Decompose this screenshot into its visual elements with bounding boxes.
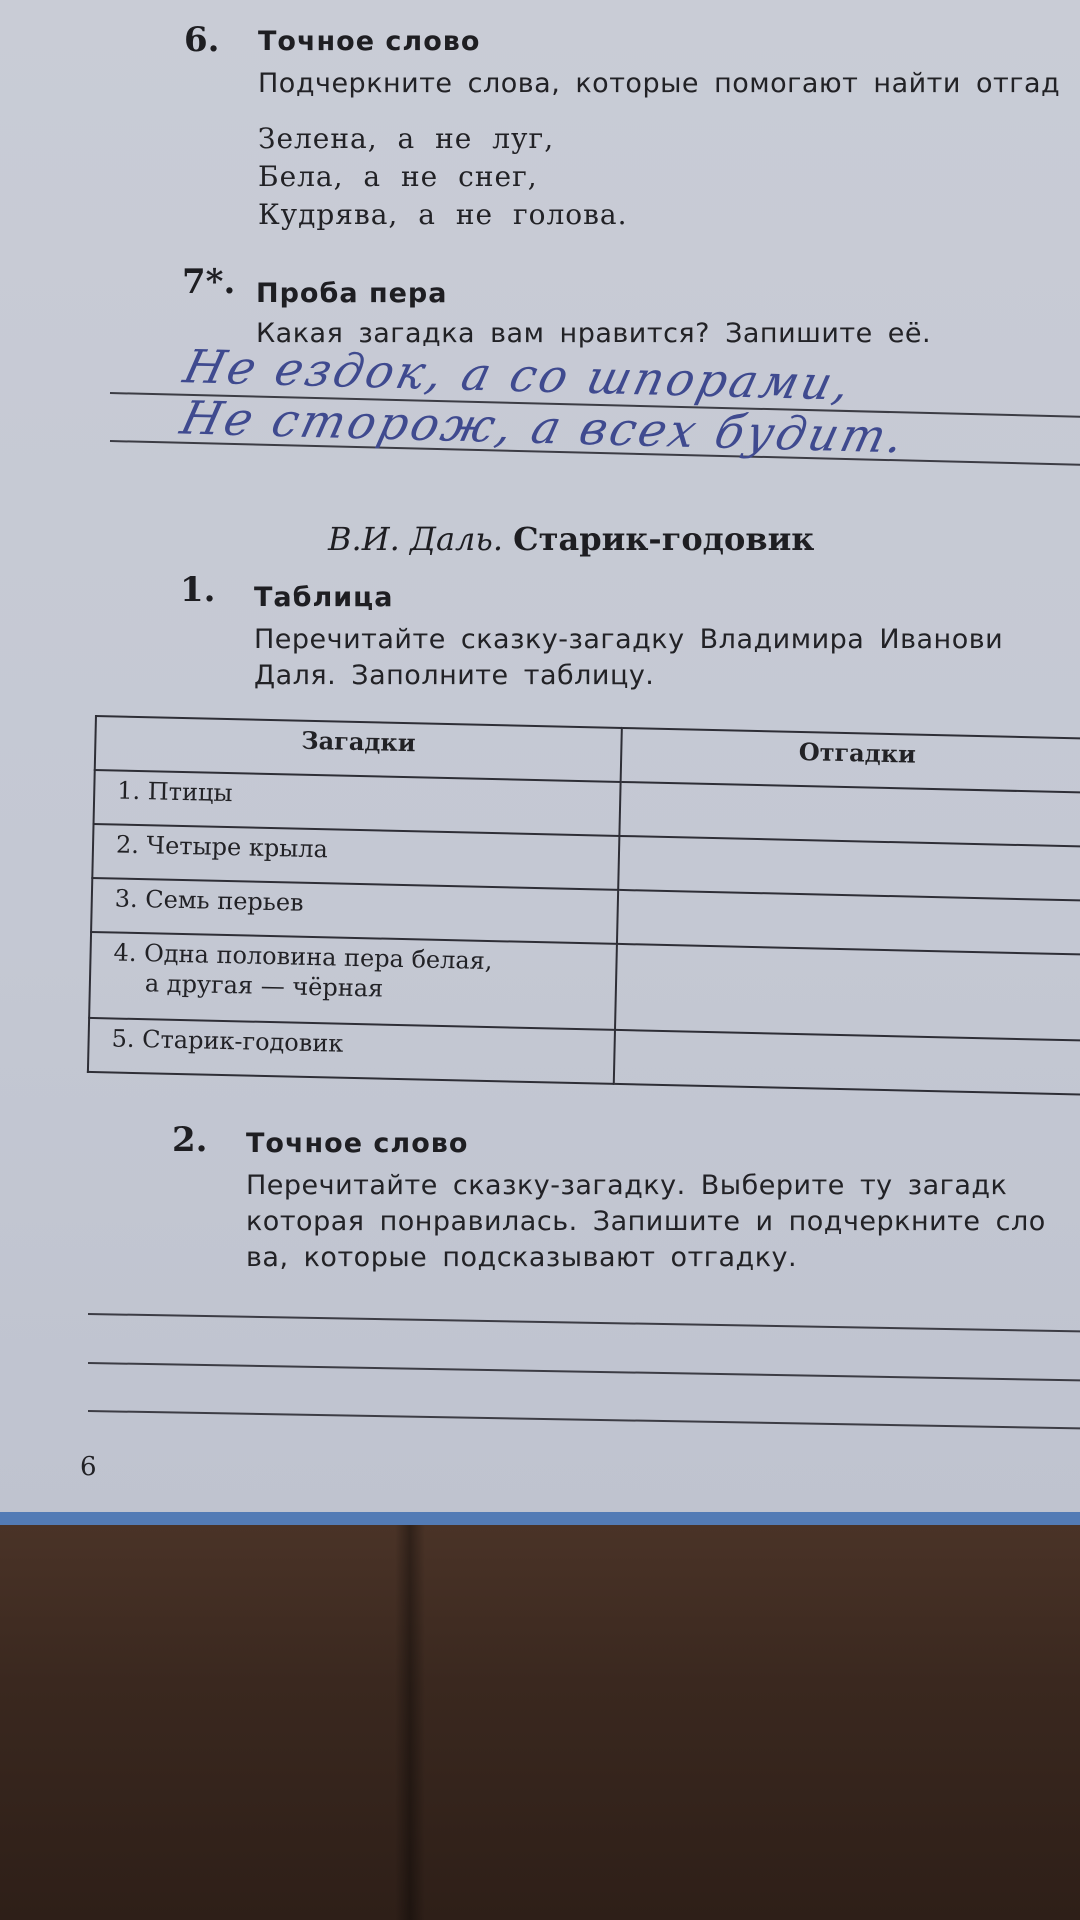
task1-instruction-line-2: Даля. Заполните таблицу. [254,660,655,691]
page-edge [0,1512,1080,1526]
poem-line-1: Зелена, а не луг, [258,122,555,155]
task6-instruction: Подчеркните слова, которые помогают найти отгад [258,68,1061,99]
poem-line-2: Бела, а не снег, [258,160,538,193]
task1-instruction-line-1: Перечитайте сказку-загадку Владимира Иванови [254,624,1004,655]
background-surface [0,1525,1080,1920]
riddles-table [87,715,1080,1096]
riddle-cell: 3. Семь перьев [91,878,618,944]
task7-instruction: Какая загадка вам нравится? Запишите её. [256,318,932,349]
riddle-cell: 2. Четыре крыла [92,824,619,890]
page-number: 6 [80,1452,97,1482]
task7-number: 7*. [182,262,236,302]
column-header-riddles: Загадки [95,716,622,782]
riddle-line-1: 4. Одна половина пера белая, [113,938,493,976]
riddle-line-2: а другая — чёрная [144,969,384,1003]
task6-number: 6. [184,20,220,60]
task2-instruction-line-2: которая понравилась. Запишите и подчеркните сло [246,1206,1046,1237]
answer-line-3 [88,1313,1080,1332]
author-name: В.И. Даль. [328,520,503,558]
answer-cell[interactable] [614,1030,1080,1095]
riddle-cell: 5. Старик-годовик [88,1018,615,1084]
section-title [328,520,814,558]
tale-title: Старик-годовик [513,520,815,558]
task2-instruction-line-3: ва, которые подсказывают отгадку. [246,1242,798,1273]
task2-heading: Точное слово [246,1128,469,1159]
poem-line-3: Кудрява, а не голова. [258,198,628,231]
answer-line-4 [88,1362,1080,1381]
handwritten-answer-line-2: Не сторож, а всех будит. [175,390,913,464]
column-header-answers: Отгадки [621,728,1080,793]
background-fold [395,1525,425,1920]
task1-number: 1. [180,570,216,610]
riddle-cell: 1. Птицы [94,770,621,836]
task2-instruction-line-1: Перечитайте сказку-загадку. Выберите ту загадк [246,1170,1008,1201]
riddle-cell [89,932,617,1030]
task6-heading: Точное слово [258,26,481,57]
task2-number: 2. [172,1120,208,1160]
answer-cell[interactable] [615,944,1080,1041]
answer-line-5 [88,1410,1080,1429]
task7-heading: Проба пера [256,278,448,309]
handwritten-answer-line-1: Не ездок, а со шпорами, [178,339,859,411]
task1-heading: Таблица [254,582,394,613]
